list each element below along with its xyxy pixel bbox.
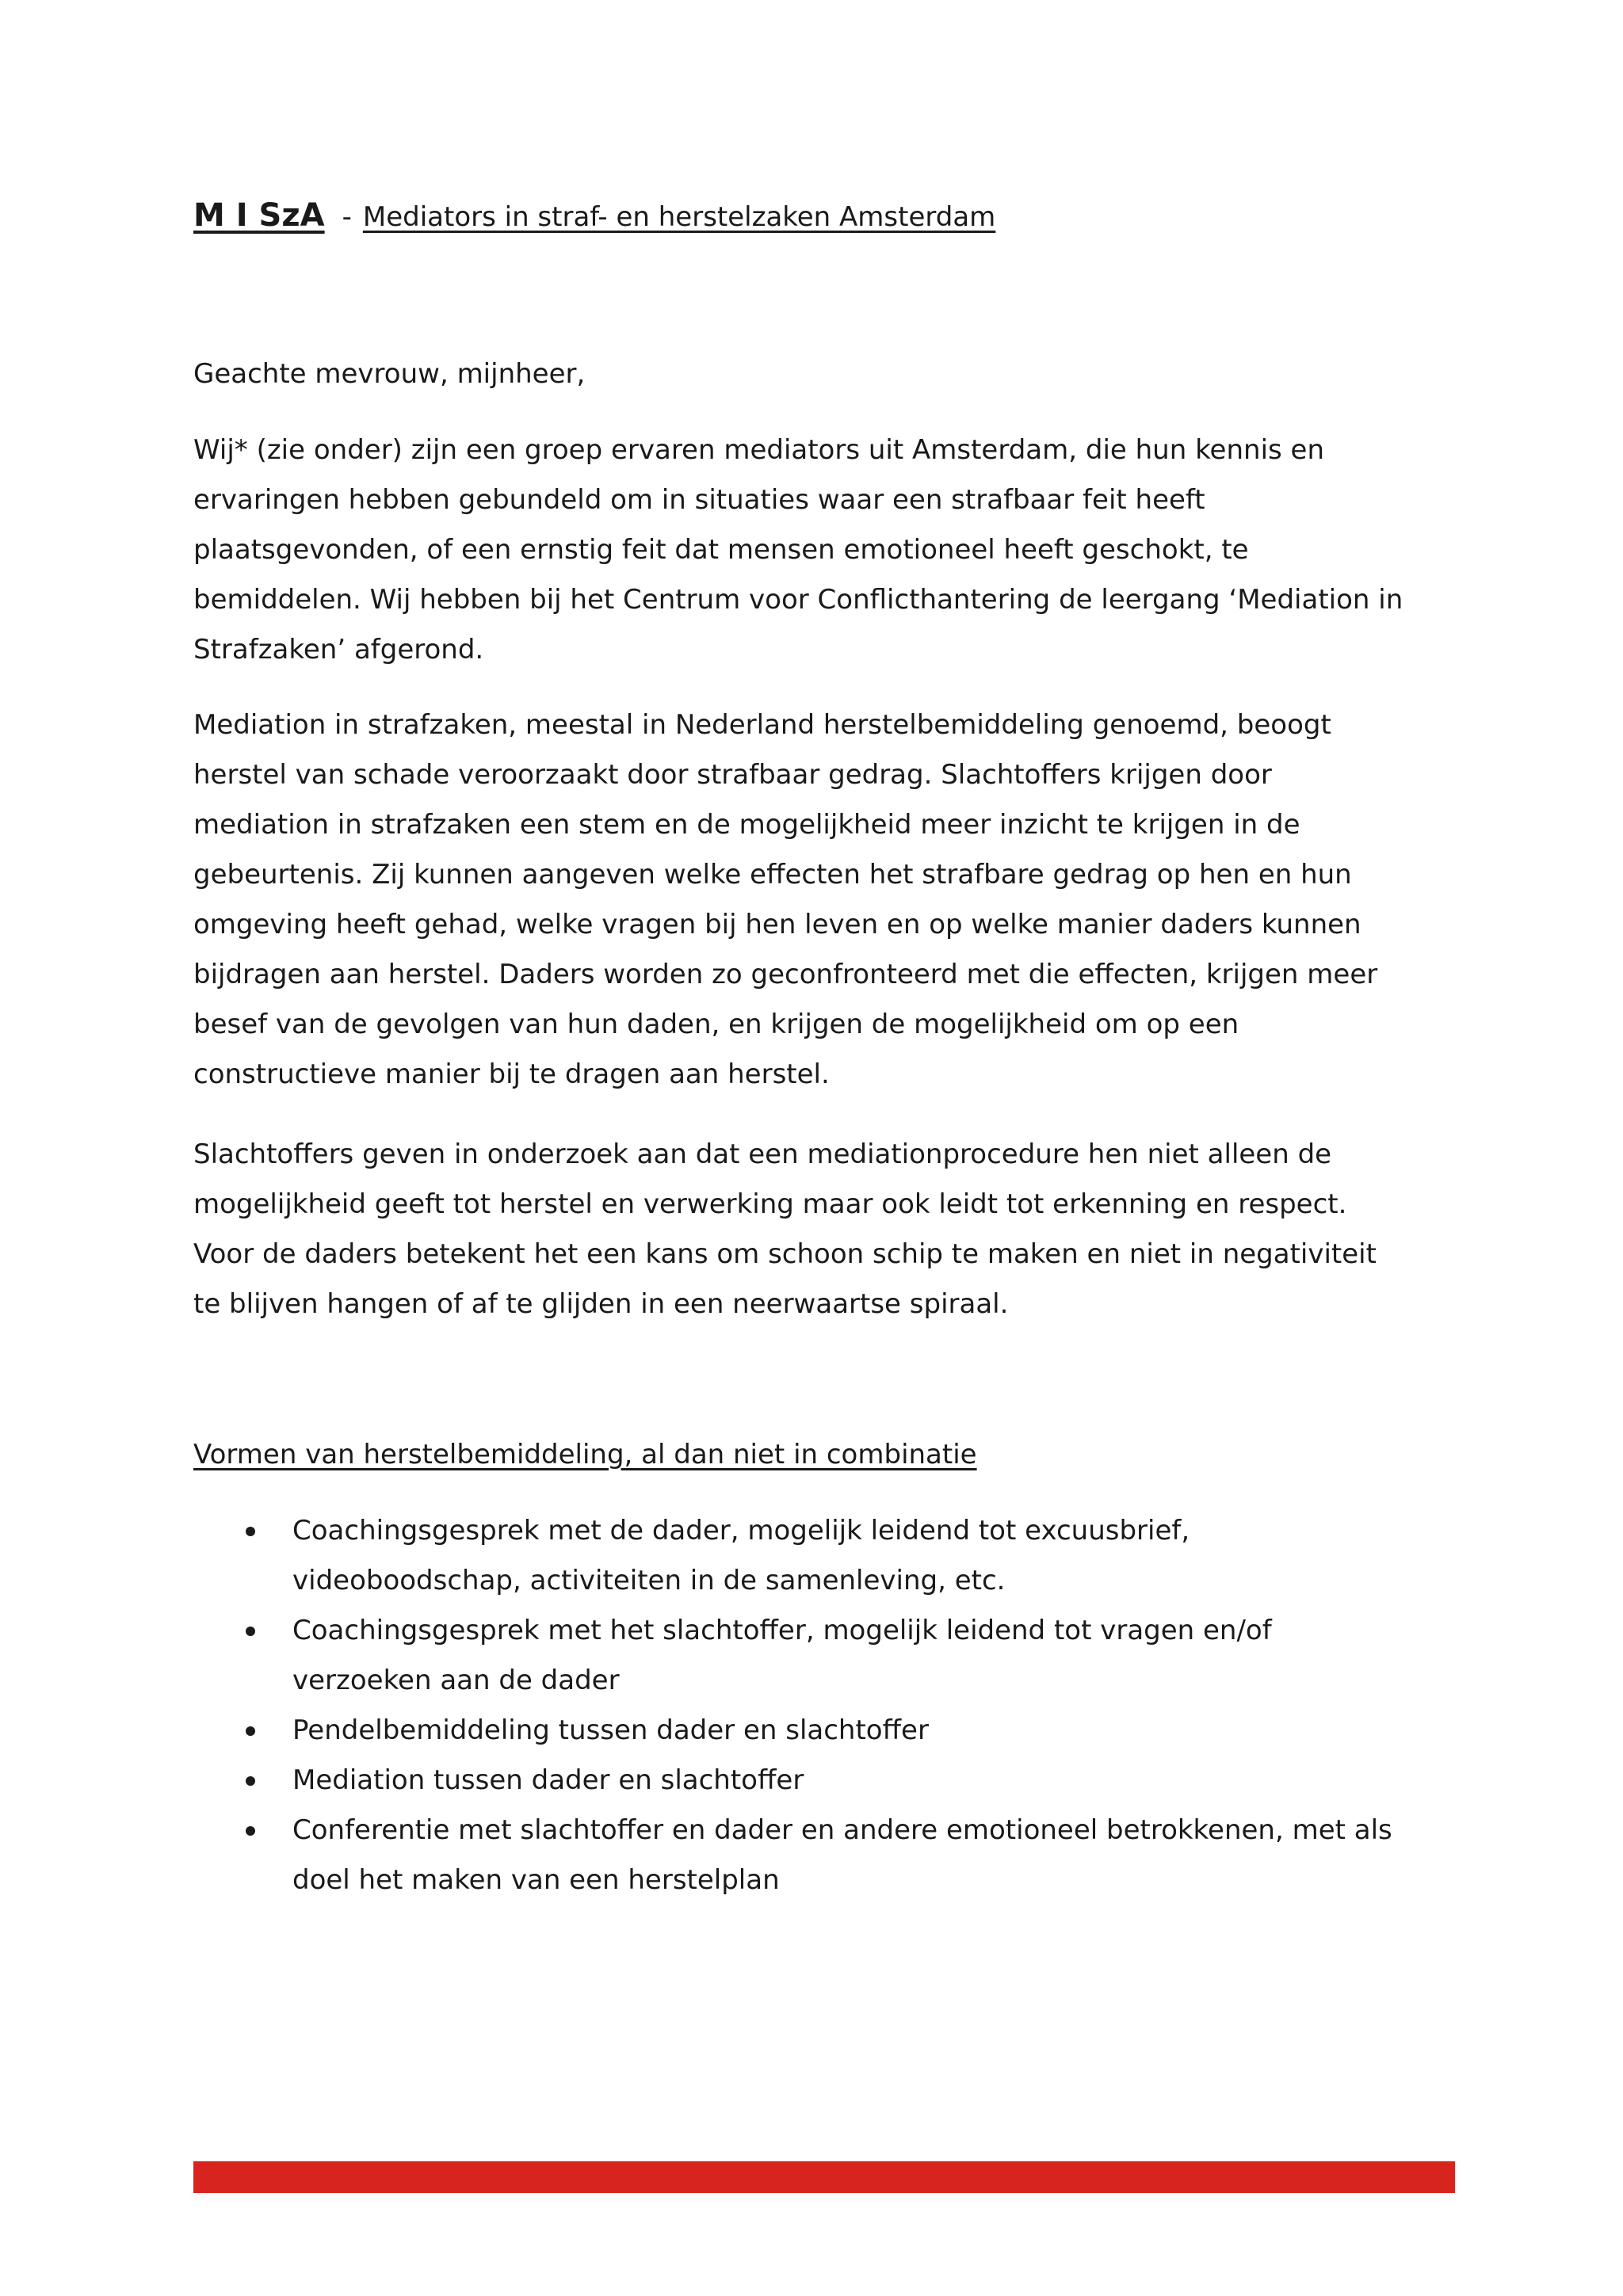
list-item (193, 1606, 1461, 1706)
list-item-line: Coachingsgesprek met het slachtoffer, mogelijk leidend tot vragen en/of (292, 1615, 1272, 1646)
salutation: Geachte mevrouw, mijnheer, (193, 358, 586, 390)
footer-color-bar (193, 2161, 1455, 2193)
section-heading: Vormen van herstelbemiddeling, al dan niet in combinatie (193, 1439, 977, 1470)
list-item-line: Coachingsgesprek met de dader, mogelijk leidend tot excuusbrief, (292, 1515, 1190, 1547)
paragraph-line: besef van de gevolgen van hun daden, en krijgen de mogelijkheid om op een (193, 1009, 1239, 1040)
paragraph-line: te blijven hangen of af te glijden in een neerwaartse spiraal. (193, 1288, 1009, 1320)
paragraph-line: Strafzaken’ afgerond. (193, 634, 484, 666)
organization-abbreviation: M I SzA (193, 197, 325, 234)
paragraph-line: bemiddelen. Wij hebben bij het Centrum voor Conflicthantering de leergang ‘Mediation in (193, 584, 1403, 616)
bullet-icon (246, 1826, 255, 1836)
paragraph-line: mediation in strafzaken een stem en de mogelijkheid meer inzicht te krijgen in de (193, 809, 1300, 841)
bullet-list (193, 1506, 1461, 1905)
letterhead-separator: - (342, 201, 352, 233)
list-item-line: doel het maken van een herstelplan (292, 1864, 780, 1896)
letterhead (193, 195, 995, 238)
list-item (193, 1706, 1461, 1756)
paragraph-line: Slachtoffers geven in onderzoek aan dat een mediationprocedure hen niet alleen de (193, 1138, 1332, 1170)
paragraph-line: Wij* (zie onder) zijn een groep ervaren mediators uit Amsterdam, die hun kennis en (193, 434, 1325, 466)
paragraph-line: Voor de daders betekent het een kans om schoon schip te maken en niet in negativiteit (193, 1238, 1377, 1270)
bullet-icon (246, 1726, 255, 1736)
paragraph-line: herstel van schade veroorzaakt door strafbaar gedrag. Slachtoffers krijgen door (193, 759, 1272, 791)
list-item-line: Conferentie met slachtoffer en dader en andere emotioneel betrokkenen, met als (292, 1814, 1392, 1846)
paragraph-line: constructieve manier bij te dragen aan herstel. (193, 1058, 830, 1090)
list-item (193, 1506, 1461, 1606)
paragraph-research-findings (193, 1130, 1461, 1329)
paragraph-line: ervaringen hebben gebundeld om in situaties waar een strafbaar feit heeft (193, 484, 1205, 516)
paragraph-line: omgeving heeft gehad, welke vragen bij hen leven en op welke manier daders kunnen (193, 909, 1361, 940)
list-item-line: Mediation tussen dader en slachtoffer (292, 1764, 804, 1796)
paragraph-introduction (193, 425, 1461, 675)
paragraph-line: bijdragen aan herstel. Daders worden zo geconfronteerd met die effecten, krijgen meer (193, 959, 1378, 990)
paragraph-mediation-explained (193, 700, 1461, 1100)
paragraph-line: plaatsgevonden, of een ernstig feit dat mensen emotioneel heeft geschokt, te (193, 534, 1249, 566)
list-item-line: verzoeken aan de dader (292, 1665, 620, 1696)
paragraph-line: mogelijkheid geeft tot herstel en verwerking maar ook leidt tot erkenning en respect. (193, 1188, 1347, 1220)
paragraph-line: Mediation in strafzaken, meestal in Nederland herstelbemiddeling genoemd, beoogt (193, 709, 1331, 741)
bullet-icon (246, 1627, 255, 1636)
paragraph-line: gebeurtenis. Zij kunnen aangeven welke effecten het strafbare gedrag op hen en hun (193, 859, 1352, 891)
bullet-icon (246, 1527, 255, 1536)
list-item (193, 1756, 1461, 1806)
list-item-line: Pendelbemiddeling tussen dader en slachtoffer (292, 1714, 929, 1746)
organization-full-name: Mediators in straf- en herstelzaken Amsterdam (362, 201, 996, 233)
bullet-icon (246, 1776, 255, 1786)
list-item (193, 1806, 1461, 1905)
list-item-line: videoboodschap, activiteiten in de samenleving, etc. (292, 1565, 1006, 1596)
